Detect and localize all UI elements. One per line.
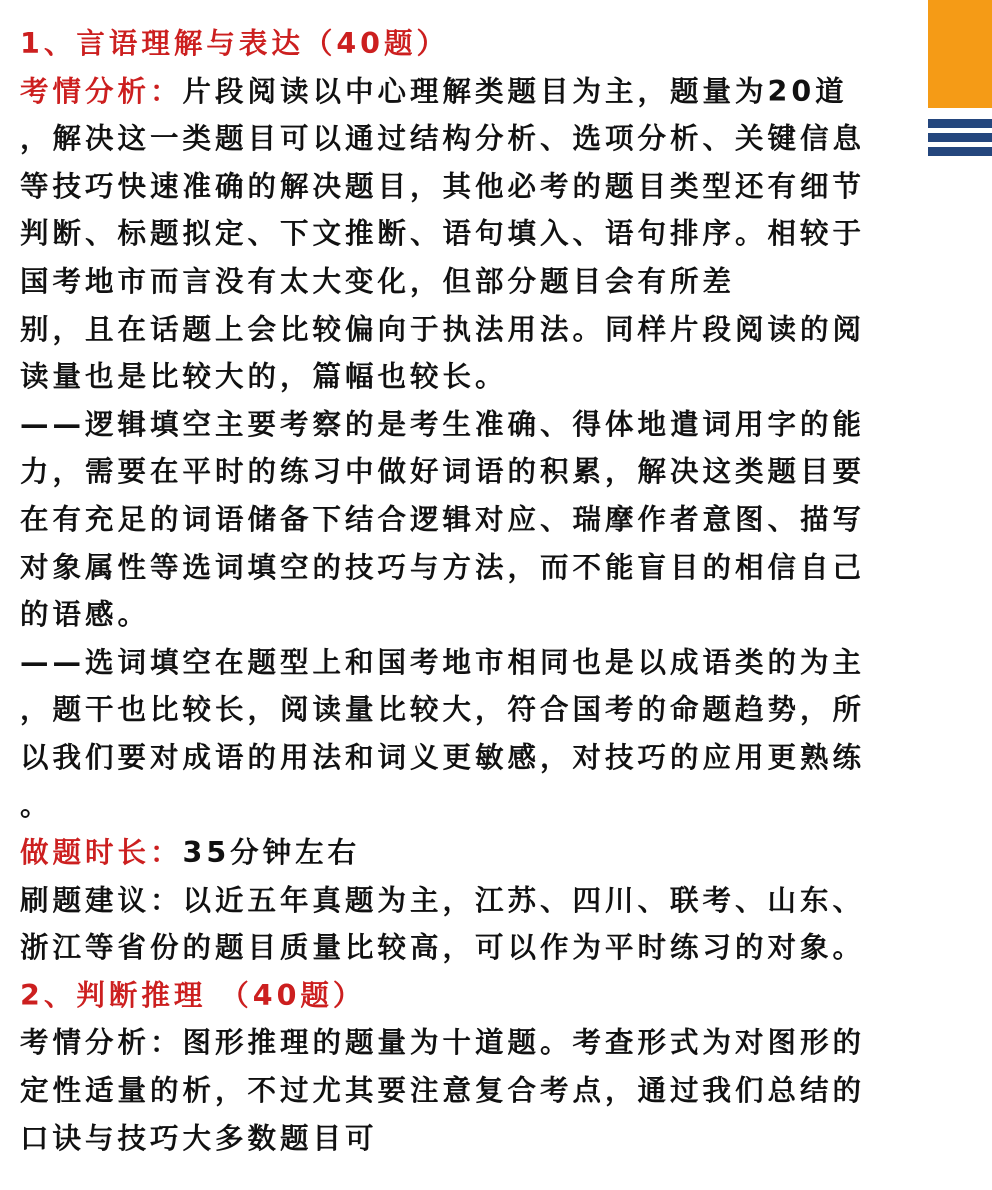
section2-analysis-line: 考情分析：图形推理的题量为十道题。考查形式为对图形的 [20, 1026, 866, 1060]
section1-analysis-first-line [20, 68, 932, 116]
word-fill-line: 。 [20, 788, 53, 822]
logic-fill-line: 在有充足的词语储备下结合逻辑对应、瑞摩作者意图、描写 [20, 502, 866, 536]
section1-analysis-line: 判断、标题拟定、下文推断、语句填入、语句排序。相较于 [20, 217, 866, 251]
word-fill-line: ，题干也比较长，阅读量比较大，符合国考的命题趋势，所 [20, 693, 866, 727]
advice-line: 浙江等省份的题目质量比较高，可以作为平时练习的对象。 [20, 931, 866, 965]
section2-analysis-line: 定性适量的析，不过尤其要注意复合考点，通过我们总结的 [20, 1074, 866, 1108]
section1-analysis-line: ，解决这一类题目可以通过结构分析、选项分析、关键信息 [20, 122, 866, 156]
corner-blue-stripe [928, 133, 992, 142]
article-body [20, 20, 932, 1162]
word-fill-line: ——选词填空在题型上和国考地市相同也是以成语类的为主 [20, 645, 866, 679]
logic-fill-line: 对象属性等选词填空的技巧与方法，而不能盲目的相信自己 [20, 550, 866, 584]
section1-title: 1、言语理解与表达（40题） [20, 27, 449, 60]
section1-analysis-line: 等技巧快速准确的解决题目，其他必考的题目类型还有细节 [20, 169, 866, 203]
section2-analysis-line: 口诀与技巧大多数题目可 [20, 1121, 378, 1155]
advice-line: 刷题建议：以近五年真题为主，江苏、四川、联考、山东、 [20, 883, 866, 917]
section2-title: 2、判断推理 （40题） [20, 978, 366, 1012]
corner-orange-block [928, 0, 992, 108]
logic-fill-line: ——逻辑填空主要考察的是考生准确、得体地遣词用字的能 [20, 407, 866, 441]
logic-fill-line: 力，需要在平时的练习中做好词语的积累，解决这类题目要 [20, 455, 866, 489]
duration-label: 做题时长： [20, 836, 183, 870]
logic-fill-line: 的语感。 [20, 598, 151, 632]
corner-blue-stripe [928, 147, 992, 156]
corner-blue-stripe [928, 119, 992, 128]
section1-analysis-label: 考情分析： [20, 74, 183, 108]
duration-line [20, 829, 932, 877]
section1-analysis-line: 国考地市而言没有太大变化，但部分题目会有所差 [20, 264, 736, 298]
word-fill-line: 以我们要对成语的用法和词义更敏感，对技巧的应用更熟练 [20, 740, 866, 774]
section1-analysis-line: 读量也是比较大的，篇幅也较长。 [20, 360, 508, 394]
section1-analysis-text: 片段阅读以中心理解类题目为主，题量为20道 [182, 74, 848, 108]
duration-value: 35分钟左右 [182, 836, 361, 870]
section1-analysis-line: 别，且在话题上会比较偏向于执法用法。同样片段阅读的阅 [20, 312, 866, 346]
